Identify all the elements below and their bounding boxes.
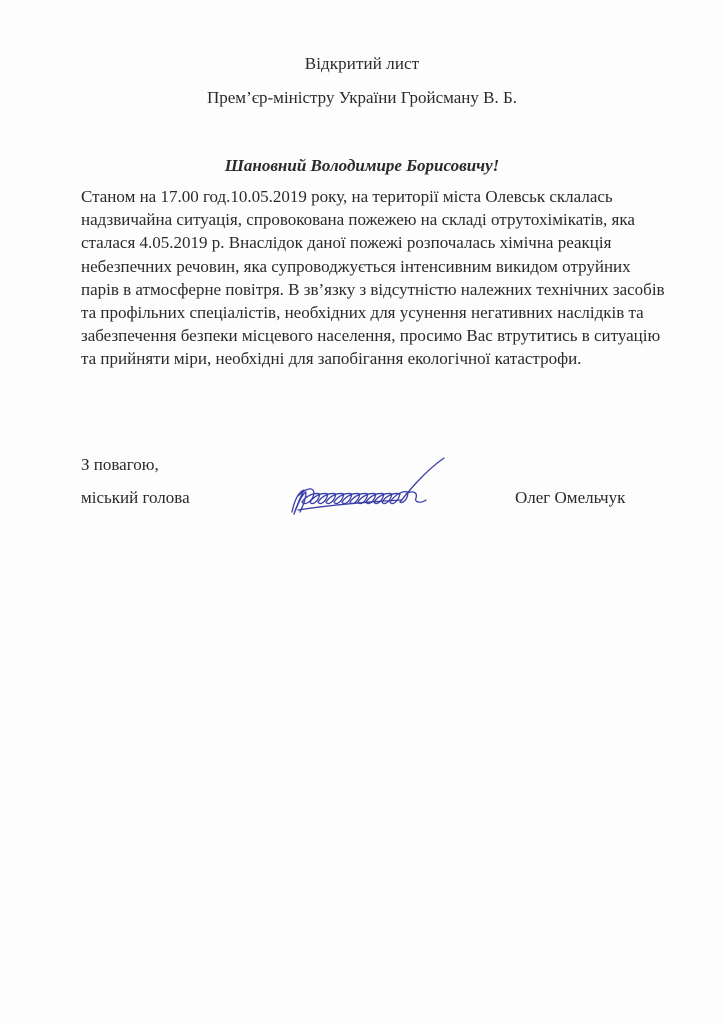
body-line: та прийняти міри, необхідні для запобігання екологічної катастрофи. <box>81 349 582 369</box>
signer-name: Олег Омельчук <box>515 488 626 507</box>
letter-body <box>81 185 711 371</box>
letter-title: Відкритий лист <box>304 54 420 73</box>
body-line: небезпечних речовин, яка супроводжується інтенсивним викидом отруйних <box>81 256 631 276</box>
body-line: надзвичайна ситуація, спровокована пожежею на складі отрутохімікатів, яка <box>81 210 635 230</box>
body-line: Станом на 17.00 год.10.05.2019 року, на території міста Олевськ склалась <box>81 187 613 206</box>
signature-stroke <box>406 492 426 502</box>
body-line: сталася 4.05.2019 р. Внаслідок даної пожежі розпочалась хімічна реакція <box>81 233 612 253</box>
signature-stroke <box>298 489 408 504</box>
signature-stroke <box>400 458 444 502</box>
handwritten-signature <box>284 452 454 522</box>
body-line: та профільних спеціалістів, необхідних для усунення негативних наслідків та <box>81 303 644 323</box>
signer-position: міський голова <box>81 488 190 507</box>
letter-salutation: Шановний Володимире Борисовичу! <box>224 156 500 175</box>
letter-addressee: Прем’єр-міністру України Гройсману В. Б. <box>206 88 517 107</box>
body-line: парів в атмосферне повітря. В зв’язку з відсутністю належних технічних засобів <box>81 279 665 299</box>
closing-phrase: З повагою, <box>81 455 159 474</box>
body-line: забезпечення безпеки місцевого населення, просимо Вас втрутитись в ситуацію <box>81 326 661 346</box>
